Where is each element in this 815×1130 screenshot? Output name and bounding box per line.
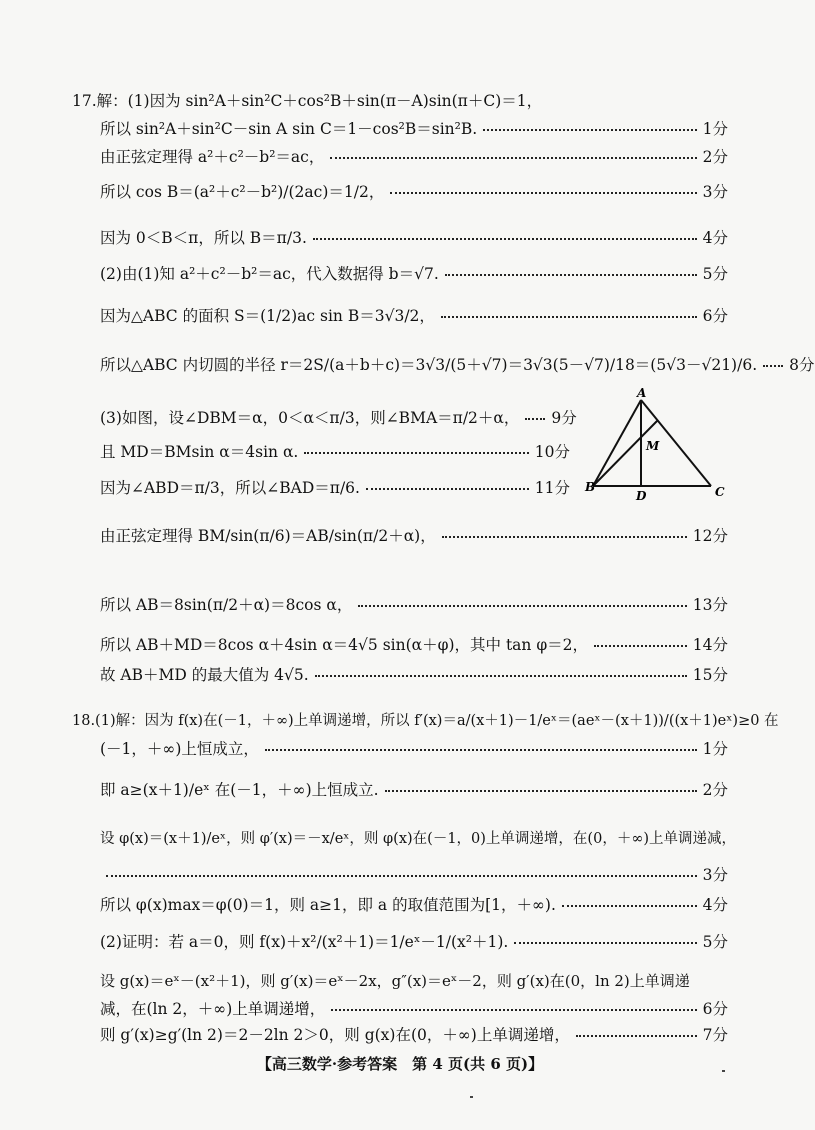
score-mark: 7分 [702, 1026, 728, 1044]
leader-dots [525, 418, 545, 420]
label-b: B [585, 480, 596, 494]
score-mark: 13分 [692, 596, 728, 614]
leader-dots [562, 905, 697, 907]
triangle-diagram [585, 388, 735, 503]
answer-line: 减，在(ln 2，＋∞)上单调递增， 6分 [100, 1000, 728, 1018]
leader-dots [366, 488, 529, 490]
answer-line: 所以 φ(x)max＝φ(0)＝1，则 a≥1，即 a 的取值范围为[1，＋∞). 4分 [100, 896, 728, 914]
score-mark: 10分 [534, 443, 570, 461]
answer-line: 因为 0＜B＜π，所以 B＝π/3. 4分 [100, 229, 728, 248]
score-mark: 1分 [702, 740, 728, 758]
answer-line: 且 MD＝BMsin α＝4sin α. 10分 [100, 443, 570, 461]
leader-dots [442, 536, 687, 538]
answer-line [100, 866, 728, 885]
leader-dots [445, 274, 697, 276]
score-mark: 6分 [702, 307, 728, 326]
score-mark: 6分 [702, 1000, 728, 1018]
score-mark: 2分 [702, 148, 728, 166]
leader-dots [390, 192, 696, 194]
score-mark: 9分 [551, 409, 577, 428]
leader-dots [576, 1035, 697, 1037]
answer-line: (2)由(1)知 a²＋c²－b²＝ac，代入数据得 b＝√7. 5分 [100, 265, 728, 283]
answer-line: 即 a≥(x＋1)/eˣ 在(－1，＋∞)上恒成立. 2分 [100, 781, 728, 800]
answer-line: 由正弦定理得 a²＋c²－b²＝ac， 2分 [100, 148, 728, 166]
answer-line: 所以 AB＋MD＝8cos α＋4sin α＝4√5 sin(α＋φ)，其中 tan φ＝2， 14分 [100, 636, 728, 654]
answer-line: 故 AB＋MD 的最大值为 4√5. 15分 [100, 666, 728, 684]
answer-line: 由正弦定理得 BM/sin(π/6)＝AB/sin(π/2＋α)， 12分 [100, 527, 728, 546]
answer-line: (3)如图，设∠DBM＝α，0＜α＜π/3，则∠BMA＝π/2＋α， 9分 [100, 409, 577, 428]
label-a: A [637, 386, 647, 400]
label-m: M [646, 439, 660, 453]
score-mark: 3分 [702, 866, 728, 884]
leader-dots [330, 157, 696, 159]
answer-line: 所以△ABC 内切圆的半径 r＝2S/(a＋b＋c)＝3√3/(5＋√7)＝3√3(5－√7)/18＝(5√3－√21)/6. 8分 [100, 356, 815, 375]
answer-line: 因为∠ABD＝π/3，所以∠BAD＝π/6. 11分 [100, 479, 570, 498]
score-mark: 4分 [702, 229, 728, 248]
answer-line: 18.(1)解：因为 f(x)在(－1，＋∞)上单调递增，所以 f′(x)＝a/(x＋1)－1/eˣ＝(aeˣ－(x＋1))/((x＋1)eˣ)≥0 在 [72, 712, 779, 729]
score-mark: 5分 [702, 265, 728, 283]
scan-speck [470, 1096, 473, 1098]
score-mark: 8分 [789, 356, 815, 375]
answer-line: 设 g(x)＝eˣ－(x²＋1)，则 g′(x)＝eˣ－2x，g″(x)＝eˣ－2，则 g′(x)在(0，ln 2)上单调递 [100, 972, 690, 990]
leader-dots [483, 129, 696, 131]
leader-dots [315, 675, 687, 677]
leader-dots [441, 316, 697, 318]
answer-line: 因为△ABC 的面积 S＝(1/2)ac sin B＝3√3/2， 6分 [100, 307, 728, 326]
answer-line: (2)证明：若 a＝0，则 f(x)＋x²/(x²＋1)＝1/eˣ－1/(x²＋1). 5分 [100, 933, 728, 952]
leader-dots [304, 452, 528, 454]
answer-line: 则 g′(x)≥g′(ln 2)＝2－2ln 2＞0，则 g(x)在(0，＋∞)上单调递增， 7分 [100, 1026, 728, 1044]
leader-dots [106, 875, 697, 877]
leader-dots [331, 1009, 696, 1011]
score-mark: 1分 [702, 120, 728, 138]
segment-bm [593, 421, 657, 486]
label-d: D [636, 489, 647, 503]
score-mark: 2分 [702, 781, 728, 800]
score-mark: 15分 [692, 666, 728, 684]
leader-dots [313, 238, 697, 240]
score-mark: 3分 [702, 183, 728, 202]
leader-dots [594, 645, 687, 647]
leader-dots [385, 790, 697, 792]
answer-line: 设 φ(x)＝(x＋1)/eˣ，则 φ′(x)＝－x/eˣ，则 φ(x)在(－1，0)上单调递增，在(0，＋∞)上单调递减， [100, 830, 737, 847]
leader-dots [358, 605, 686, 607]
answer-line: (－1，＋∞)上恒成立， 1分 [100, 740, 728, 758]
answer-line: 17.解：(1)因为 sin²A＋sin²C＋cos²B＋sin(π－A)sin(π＋C)＝1， [72, 92, 543, 110]
score-mark: 12分 [692, 527, 728, 546]
answer-line: 所以 cos B＝(a²＋c²－b²)/(2ac)＝1/2， 3分 [100, 183, 728, 202]
score-mark: 5分 [702, 933, 728, 952]
score-mark: 4分 [702, 896, 728, 914]
page-footer: 【高三数学·参考答案 第 4 页(共 6 页)】 [256, 1055, 544, 1073]
leader-dots [514, 942, 696, 944]
score-mark: 11分 [534, 479, 570, 498]
score-mark: 14分 [692, 636, 728, 654]
answer-line: 所以 sin²A＋sin²C－sin A sin C＝1－cos²B＝sin²B. 1分 [100, 120, 728, 138]
side-ab [593, 400, 641, 486]
answer-line: 所以 AB＝8sin(π/2＋α)＝8cos α， 13分 [100, 596, 728, 614]
scan-speck [722, 1070, 725, 1072]
leader-dots [763, 365, 783, 367]
label-c: C [715, 485, 725, 499]
leader-dots [265, 749, 697, 751]
